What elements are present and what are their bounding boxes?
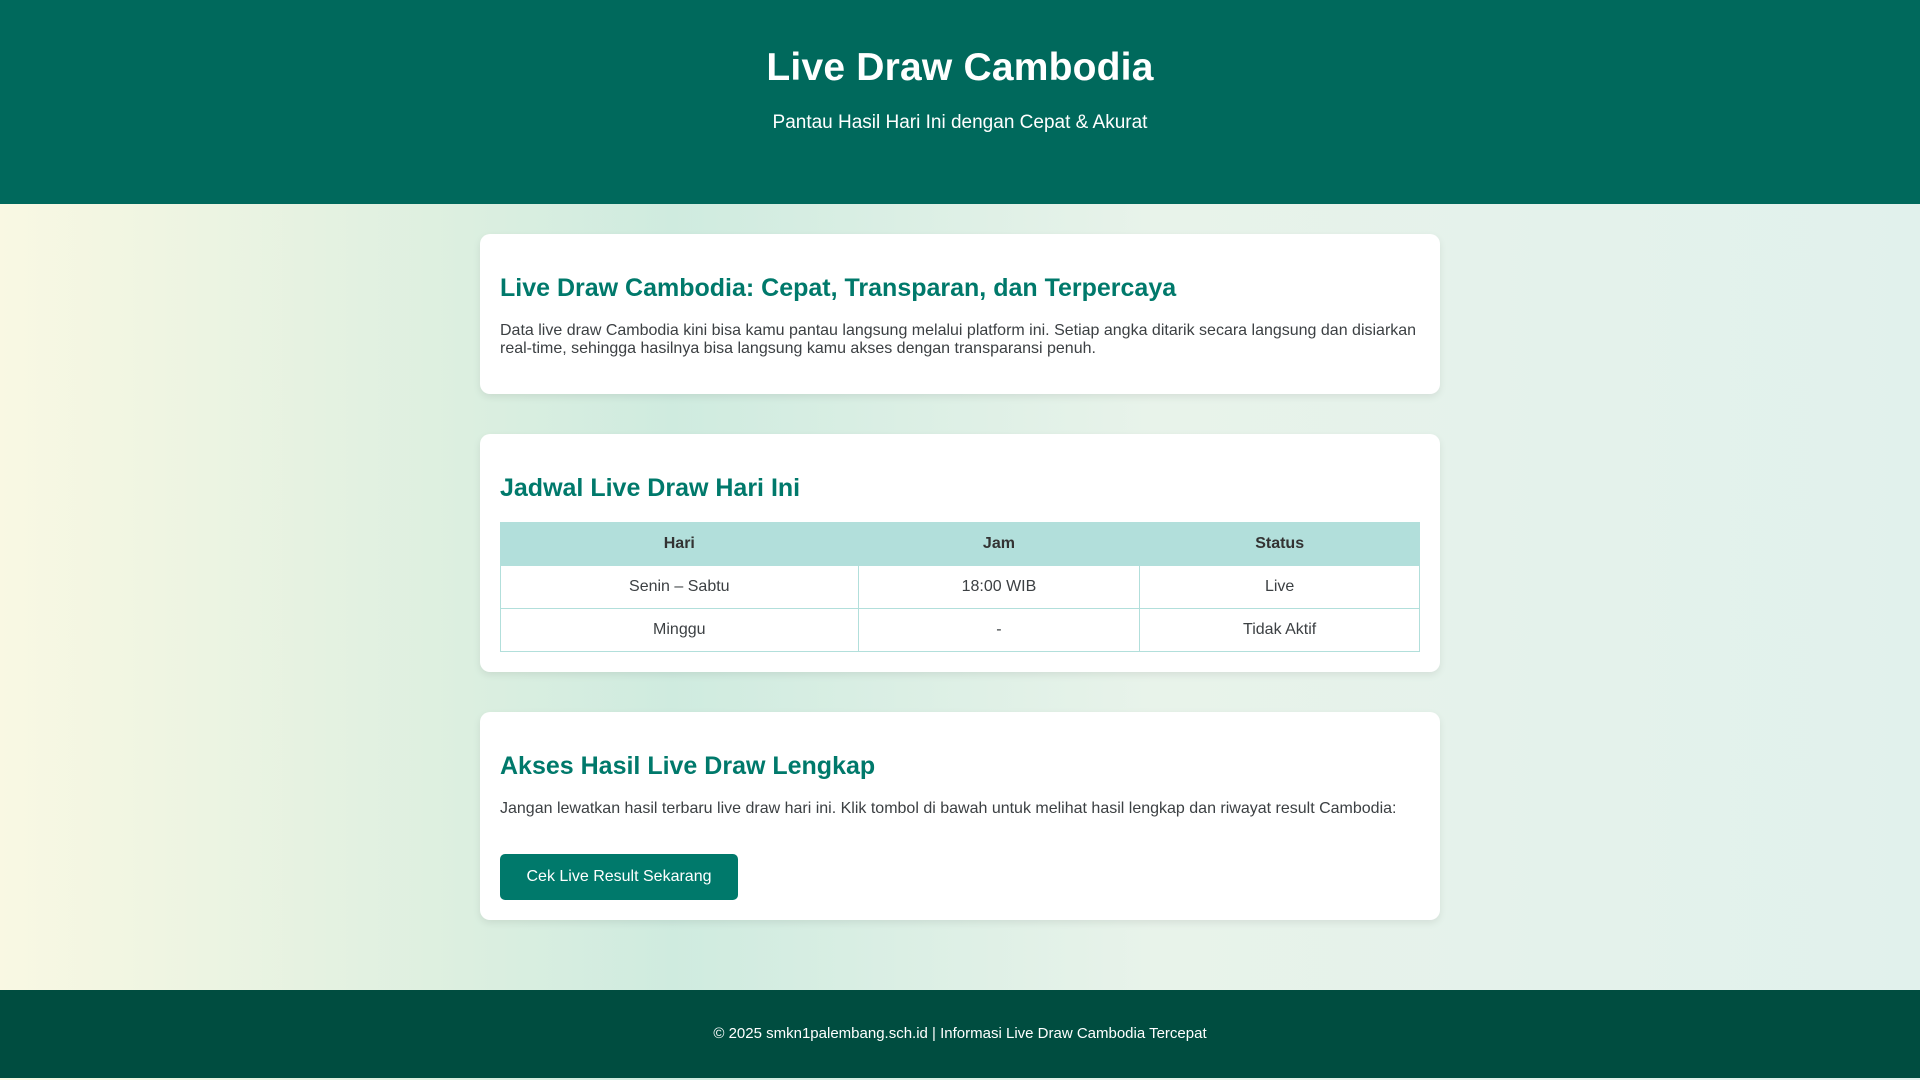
site-header — [0, 0, 1920, 204]
check-live-result-button[interactable]: Cek Live Result Sekarang — [500, 854, 738, 900]
column-header-jam: Jam — [858, 523, 1140, 566]
intro-heading: Live Draw Cambodia: Cepat, Transparan, dan Terpercaya — [500, 274, 1177, 302]
table-row — [501, 609, 1420, 652]
page-title: Live Draw Cambodia — [766, 46, 1154, 89]
schedule-card — [480, 434, 1440, 672]
page-subtitle: Pantau Hasil Hari Ini dengan Cepat & Akurat — [772, 112, 1148, 133]
table-row — [501, 566, 1420, 609]
schedule-heading: Jadwal Live Draw Hari Ini — [500, 474, 801, 502]
column-header-status: Status — [1140, 523, 1420, 566]
table-cell-hari: Senin – Sabtu — [501, 566, 859, 609]
access-heading: Akses Hasil Live Draw Lengkap — [500, 752, 876, 780]
table-cell-status: Tidak Aktif — [1140, 609, 1420, 652]
access-card — [480, 712, 1440, 920]
access-text: Jangan lewatkan hasil terbaru live draw hari ini. Klik tombol di bawah untuk melihat hasil lengkap dan riwayat result Cambodia: — [500, 800, 1397, 817]
site-footer — [0, 990, 1920, 1078]
footer-text: © 2025 smkn1palembang.sch.id | Informasi Live Draw Cambodia Tercepat — [713, 1025, 1207, 1042]
schedule-table — [500, 522, 1420, 652]
table-cell-jam: - — [858, 609, 1140, 652]
intro-text: Data live draw Cambodia kini bisa kamu pantau langsung melalui platform ini. Setiap angka ditarik secara langsung dan disiarkan real-time, sehingga hasilnya bisa langsung kamu akses dengan transparansi penuh. — [500, 322, 1417, 357]
intro-card — [480, 234, 1440, 394]
table-header-row — [501, 523, 1420, 566]
column-header-hari: Hari — [501, 523, 859, 566]
table-cell-jam: 18:00 WIB — [858, 566, 1140, 609]
table-cell-status: Live — [1140, 566, 1420, 609]
table-cell-hari: Minggu — [501, 609, 859, 652]
